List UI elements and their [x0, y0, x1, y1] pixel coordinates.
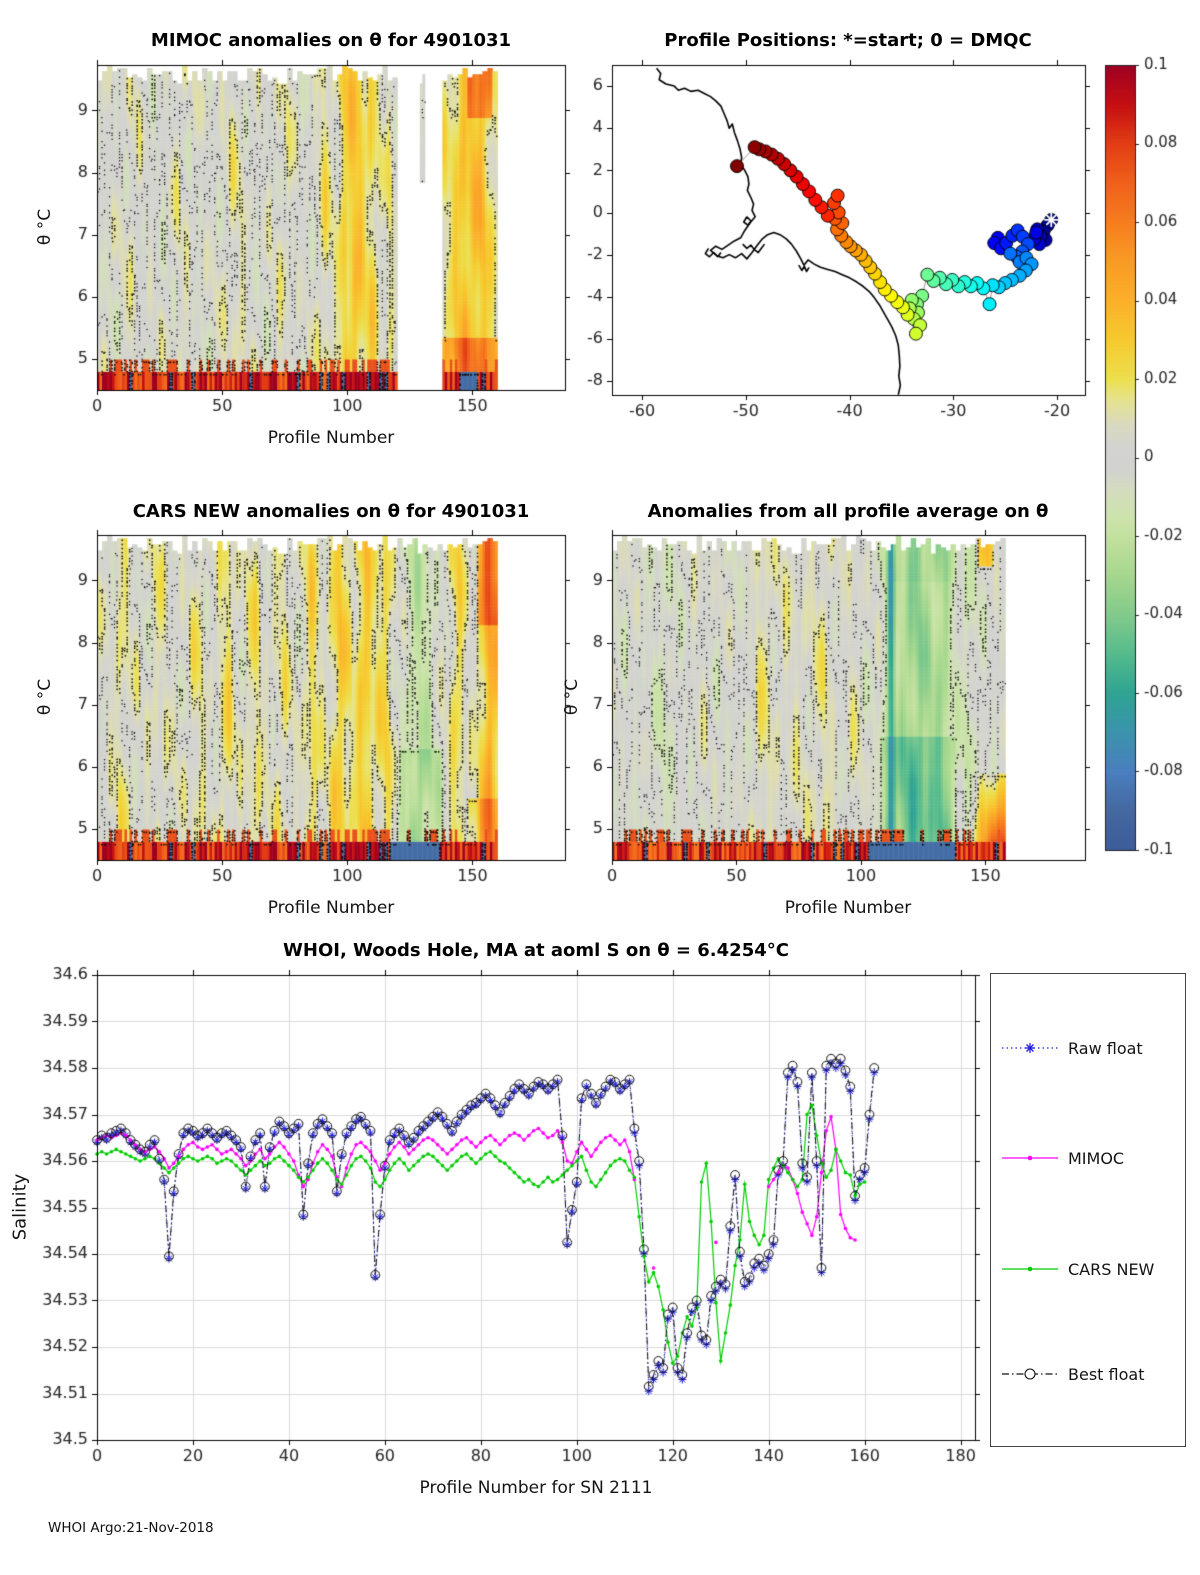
cars-new-line-sample-icon — [1001, 1259, 1059, 1279]
cars-plot-title: CARS NEW anomalies on θ for 4901031 — [132, 501, 530, 522]
mimoc-ylabel: θ °C — [35, 208, 55, 246]
cars-xlabel: Profile Number — [267, 898, 395, 918]
salinity-xlabel: Profile Number for SN 2111 — [419, 1478, 653, 1498]
legend-entry-cars-new — [1001, 1257, 1154, 1281]
legend-label-cars-new: CARS NEW — [1068, 1259, 1155, 1279]
legend-label-raw-float: Raw float — [1068, 1038, 1143, 1058]
legend-label-best-float: Best float — [1068, 1364, 1145, 1384]
allprof-xlabel: Profile Number — [784, 898, 912, 918]
legend-label-mimoc: MIMOC — [1068, 1148, 1125, 1168]
mimoc-xlabel: Profile Number — [267, 428, 395, 448]
raw-float-line-sample-icon — [1001, 1038, 1059, 1058]
salinity-plot-title: WHOI, Woods Hole, MA at aoml S on θ = 6.4254°C — [283, 940, 789, 961]
salinity-ylabel: Salinity — [9, 1173, 31, 1241]
legend-entry-best-float — [1001, 1362, 1144, 1386]
map-plot-title: Profile Positions: *=start; 0 = DMQC — [664, 30, 1032, 51]
footer-text: WHOI Argo:21-Nov-2018 — [48, 1520, 214, 1536]
mimoc-line-sample-icon — [1001, 1148, 1059, 1168]
legend-entry-mimoc — [1001, 1146, 1124, 1170]
allprof-ylabel: θ °C — [562, 678, 582, 716]
legend-box — [990, 973, 1186, 1447]
cars-ylabel: θ °C — [35, 678, 55, 716]
allprof-plot-title: Anomalies from all profile average on θ — [647, 501, 1049, 522]
legend-entry-raw-float — [1001, 1036, 1143, 1060]
best-float-line-sample-icon — [1001, 1364, 1059, 1384]
mimoc-plot-title: MIMOC anomalies on θ for 4901031 — [150, 30, 512, 51]
